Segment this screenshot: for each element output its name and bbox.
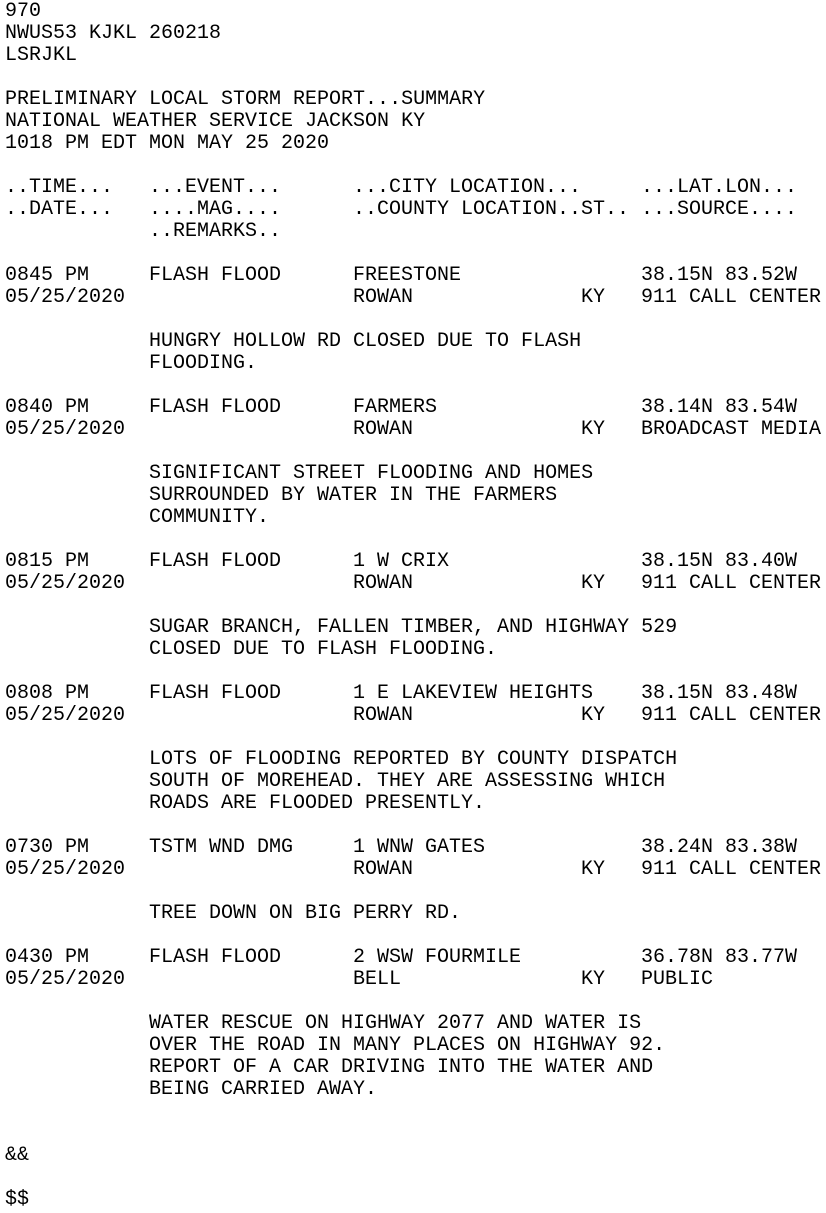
report-entry bbox=[5, 947, 826, 1101]
footer-line-2 bbox=[5, 1189, 826, 1211]
col-mag-header: ....MAG.... bbox=[149, 198, 282, 221]
report-line-1 bbox=[5, 683, 826, 705]
report-source: PUBLIC bbox=[641, 968, 714, 991]
report-remark-text: CLOSED DUE TO FLASH FLOODING. bbox=[149, 638, 498, 661]
report-remark-text: SOUTH OF MOREHEAD. THEY ARE ASSESSING WHICH bbox=[149, 770, 666, 793]
report-remarks-line bbox=[5, 771, 826, 793]
report-line-2 bbox=[5, 969, 826, 991]
report-state: KY bbox=[581, 286, 606, 309]
header-line-3 bbox=[5, 45, 826, 67]
report-remarks-line bbox=[5, 331, 826, 353]
report-county: BELL bbox=[353, 968, 402, 991]
report-remarks-line bbox=[5, 463, 826, 485]
report-line-1 bbox=[5, 397, 826, 419]
report-latlon: 36.78N 83.77W bbox=[641, 946, 798, 969]
report-remarks-line bbox=[5, 617, 826, 639]
report-date: 05/25/2020 bbox=[5, 418, 126, 441]
report-time: 0815 PM bbox=[5, 550, 90, 573]
col-date-header: ..DATE... bbox=[5, 198, 114, 221]
report-event: FLASH FLOOD bbox=[149, 396, 282, 419]
report-line-2 bbox=[5, 705, 826, 727]
issuing-office: NATIONAL WEATHER SERVICE JACKSON KY bbox=[5, 110, 426, 133]
report-latlon: 38.14N 83.54W bbox=[641, 396, 798, 419]
header-line-2 bbox=[5, 23, 826, 45]
wmo-header: NWUS53 KJKL 260218 bbox=[5, 22, 222, 45]
report-state: KY bbox=[581, 572, 606, 595]
report-latlon: 38.24N 83.38W bbox=[641, 836, 798, 859]
report-time: 0840 PM bbox=[5, 396, 90, 419]
report-remarks-line bbox=[5, 1013, 826, 1035]
report-remarks-line bbox=[5, 353, 826, 375]
report-county: ROWAN bbox=[353, 704, 414, 727]
report-remark-text: BEING CARRIED AWAY. bbox=[149, 1078, 378, 1101]
report-remark-text: ROADS ARE FLOODED PRESENTLY. bbox=[149, 792, 486, 815]
report-entry bbox=[5, 265, 826, 397]
header-line-1 bbox=[5, 1, 826, 23]
report-remark-text: HUNGRY HOLLOW RD CLOSED DUE TO FLASH bbox=[149, 330, 582, 353]
report-remarks-line bbox=[5, 903, 826, 925]
col-remarks-header: ..REMARKS.. bbox=[149, 220, 282, 243]
report-list bbox=[5, 265, 826, 1101]
report-entry bbox=[5, 837, 826, 947]
report-remark-text: COMMUNITY. bbox=[149, 506, 270, 529]
col-source-header: ...SOURCE.... bbox=[641, 198, 798, 221]
report-date: 05/25/2020 bbox=[5, 858, 126, 881]
report-remark-text: SUGAR BRANCH, FALLEN TIMBER, AND HIGHWAY 529 bbox=[149, 616, 678, 639]
report-time: 0730 PM bbox=[5, 836, 90, 859]
col-event-header: ...EVENT... bbox=[149, 176, 282, 199]
report-title: PRELIMINARY LOCAL STORM REPORT...SUMMARY bbox=[5, 88, 486, 111]
report-remarks-line bbox=[5, 749, 826, 771]
report-remark-text: FLOODING. bbox=[149, 352, 258, 375]
report-state: KY bbox=[581, 704, 606, 727]
issuing-office-line bbox=[5, 111, 826, 133]
report-city: 1 WNW GATES bbox=[353, 836, 486, 859]
report-county: ROWAN bbox=[353, 418, 414, 441]
report-remark-text: TREE DOWN ON BIG PERRY RD. bbox=[149, 902, 462, 925]
report-event: FLASH FLOOD bbox=[149, 264, 282, 287]
report-remark-text: SURROUNDED BY WATER IN THE FARMERS bbox=[149, 484, 558, 507]
report-latlon: 38.15N 83.40W bbox=[641, 550, 798, 573]
report-latlon: 38.15N 83.48W bbox=[641, 682, 798, 705]
report-remarks-line bbox=[5, 1057, 826, 1079]
report-line-2 bbox=[5, 573, 826, 595]
report-city: 2 WSW FOURMILE bbox=[353, 946, 522, 969]
report-remarks-line bbox=[5, 507, 826, 529]
col-county-header: ..COUNTY LOCATION..ST.. bbox=[353, 198, 630, 221]
report-city: 1 W CRIX bbox=[353, 550, 450, 573]
report-city: FARMERS bbox=[353, 396, 438, 419]
report-line-1 bbox=[5, 947, 826, 969]
report-city: FREESTONE bbox=[353, 264, 462, 287]
report-event: TSTM WND DMG bbox=[149, 836, 294, 859]
footer-line-1 bbox=[5, 1145, 826, 1167]
column-header-row-3 bbox=[5, 221, 826, 243]
report-line-1 bbox=[5, 265, 826, 287]
report-time: 0808 PM bbox=[5, 682, 90, 705]
report-remarks-line bbox=[5, 485, 826, 507]
report-county: ROWAN bbox=[353, 286, 414, 309]
report-source: 911 CALL CENTER bbox=[641, 704, 822, 727]
report-state: KY bbox=[581, 968, 606, 991]
report-state: KY bbox=[581, 858, 606, 881]
report-source: 911 CALL CENTER bbox=[641, 286, 822, 309]
report-date: 05/25/2020 bbox=[5, 286, 126, 309]
report-county: ROWAN bbox=[353, 572, 414, 595]
report-line-2 bbox=[5, 287, 826, 309]
report-date: 05/25/2020 bbox=[5, 572, 126, 595]
report-remark-text: SIGNIFICANT STREET FLOODING AND HOMES bbox=[149, 462, 594, 485]
report-time: 0845 PM bbox=[5, 264, 90, 287]
end-marker-ampersand: && bbox=[5, 1144, 30, 1167]
report-remarks-line bbox=[5, 793, 826, 815]
report-remarks-line bbox=[5, 1079, 826, 1101]
col-city-header: ...CITY LOCATION... bbox=[353, 176, 582, 199]
col-latlon-header: ...LAT.LON... bbox=[641, 176, 798, 199]
column-header-row-1 bbox=[5, 177, 826, 199]
report-line-1 bbox=[5, 837, 826, 859]
report-entry bbox=[5, 683, 826, 837]
report-line-2 bbox=[5, 859, 826, 881]
report-event: FLASH FLOOD bbox=[149, 946, 282, 969]
report-remarks-line bbox=[5, 1035, 826, 1057]
report-source: 911 CALL CENTER bbox=[641, 572, 822, 595]
report-entry bbox=[5, 397, 826, 551]
report-line-2 bbox=[5, 419, 826, 441]
report-remarks-line bbox=[5, 639, 826, 661]
report-latlon: 38.15N 83.52W bbox=[641, 264, 798, 287]
report-remark-text: WATER RESCUE ON HIGHWAY 2077 AND WATER IS bbox=[149, 1012, 642, 1035]
product-number: 970 bbox=[5, 0, 42, 23]
end-marker-dollar: $$ bbox=[5, 1188, 30, 1211]
column-header-row-2 bbox=[5, 199, 826, 221]
report-event: FLASH FLOOD bbox=[149, 682, 282, 705]
report-remark-text: OVER THE ROAD IN MANY PLACES ON HIGHWAY 92. bbox=[149, 1034, 666, 1057]
report-title-line bbox=[5, 89, 826, 111]
report-entry bbox=[5, 551, 826, 683]
issue-time-line bbox=[5, 133, 826, 155]
awips-id: LSRJKL bbox=[5, 44, 78, 67]
report-source: BROADCAST MEDIA bbox=[641, 418, 822, 441]
report-time: 0430 PM bbox=[5, 946, 90, 969]
report-county: ROWAN bbox=[353, 858, 414, 881]
report-event: FLASH FLOOD bbox=[149, 550, 282, 573]
report-remark-text: REPORT OF A CAR DRIVING INTO THE WATER AND bbox=[149, 1056, 654, 1079]
report-date: 05/25/2020 bbox=[5, 968, 126, 991]
report-line-1 bbox=[5, 551, 826, 573]
report-source: 911 CALL CENTER bbox=[641, 858, 822, 881]
report-city: 1 E LAKEVIEW HEIGHTS bbox=[353, 682, 594, 705]
issue-time: 1018 PM EDT MON MAY 25 2020 bbox=[5, 132, 330, 155]
report-state: KY bbox=[581, 418, 606, 441]
col-time-header: ..TIME... bbox=[5, 176, 114, 199]
report-remark-text: LOTS OF FLOODING REPORTED BY COUNTY DISPATCH bbox=[149, 748, 678, 771]
report-date: 05/25/2020 bbox=[5, 704, 126, 727]
